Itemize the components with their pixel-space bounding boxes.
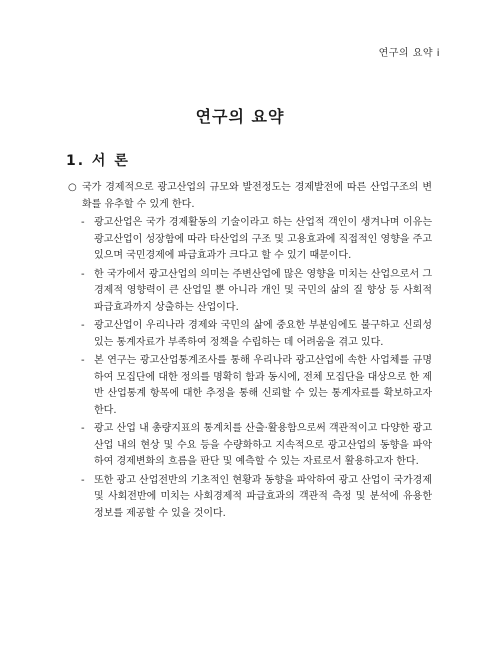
- dash-bullet-icon: -: [81, 217, 85, 228]
- page-title: 연구의 요약: [195, 107, 285, 126]
- running-header: 연구의 요약 i: [378, 48, 440, 59]
- dash-bullet-icon: -: [81, 355, 85, 366]
- list-item-text: 광고산업이 우리나라 경제와 국민의 삶에 중요한 부분임에도 불구하고 신뢰성 있는 통계자료가 부족하여 정책을 수립하는 데 어려움을 겪고 있다.: [94, 320, 432, 348]
- list-item-text: 본 연구는 광고산업통계조사를 통해 우리나라 광고산업에 속한 사업체를 규명하여 모집단에 대한 정의를 명확히 함과 동시에, 전체 모집단을 대상으로 한 제반 산업통계 항목에 대한 추정을 통해 신뢰할 수 있는 통계자료를 확보하고자 한다.: [94, 355, 432, 416]
- dash-bullet-icon: -: [81, 474, 85, 486]
- intro-text: 국가 경제적으로 광고산업의 규모와 발전정도는 경제발전에 따른 산업구조의 변화를 유추할 수 있게 한다.: [82, 182, 432, 210]
- list-item: [68, 353, 432, 419]
- intro-paragraph: [68, 180, 432, 213]
- list-item: [68, 473, 432, 523]
- list-item: [68, 267, 432, 317]
- list-item: [68, 421, 432, 471]
- list-item: [68, 215, 432, 265]
- list-item-text: 광고산업은 국가 경제활동의 기술이라고 하는 산업적 객인이 생겨나며 이유는 광고산업이 성장함에 따라 타산업의 구조 및 고용효과에 직접적인 영향을 주고 있으며 국민경제에 파급효과가 크다고 할 수 있기 때문이다.: [94, 217, 432, 261]
- circle-bullet-icon: ○: [68, 182, 77, 193]
- dash-bullet-icon: -: [81, 320, 85, 331]
- section-heading: 1. 서 론: [66, 153, 130, 169]
- summary-body: [68, 180, 432, 524]
- list-item-text: 또한 광고 산업전반의 기초적인 현황과 동향을 파악하여 광고 산업이 국가경제 및 사회전반에 미치는 사회경제적 파급효과의 객관적 측정 및 분석에 유용한 정보를 제공할 수 있을 것이다.: [94, 474, 432, 519]
- list-item-text: 한 국가에서 광고산업의 의미는 주변산업에 많은 영향을 미치는 산업으로서 그 경제적 영향력이 큰 산업일 뿐 아니라 개인 및 국민의 삶의 질 향상 등 사회적 파급효과까지 상출하는 산업이다.: [94, 268, 432, 313]
- list-item: [68, 318, 432, 351]
- dash-bullet-icon: -: [81, 268, 85, 280]
- list-item-text: 광고 산업 내 총량지표의 통계치를 산출·활용함으로써 객관적이고 다양한 광고 산업 내의 현상 및 수요 등을 수량화하고 지속적으로 광고산업의 동향을 파악하여 경제변화의 흐름을 판단 및 예측할 수 있는 자료로서 활용하고자 한다.: [94, 423, 432, 467]
- dash-bullet-icon: -: [81, 423, 85, 434]
